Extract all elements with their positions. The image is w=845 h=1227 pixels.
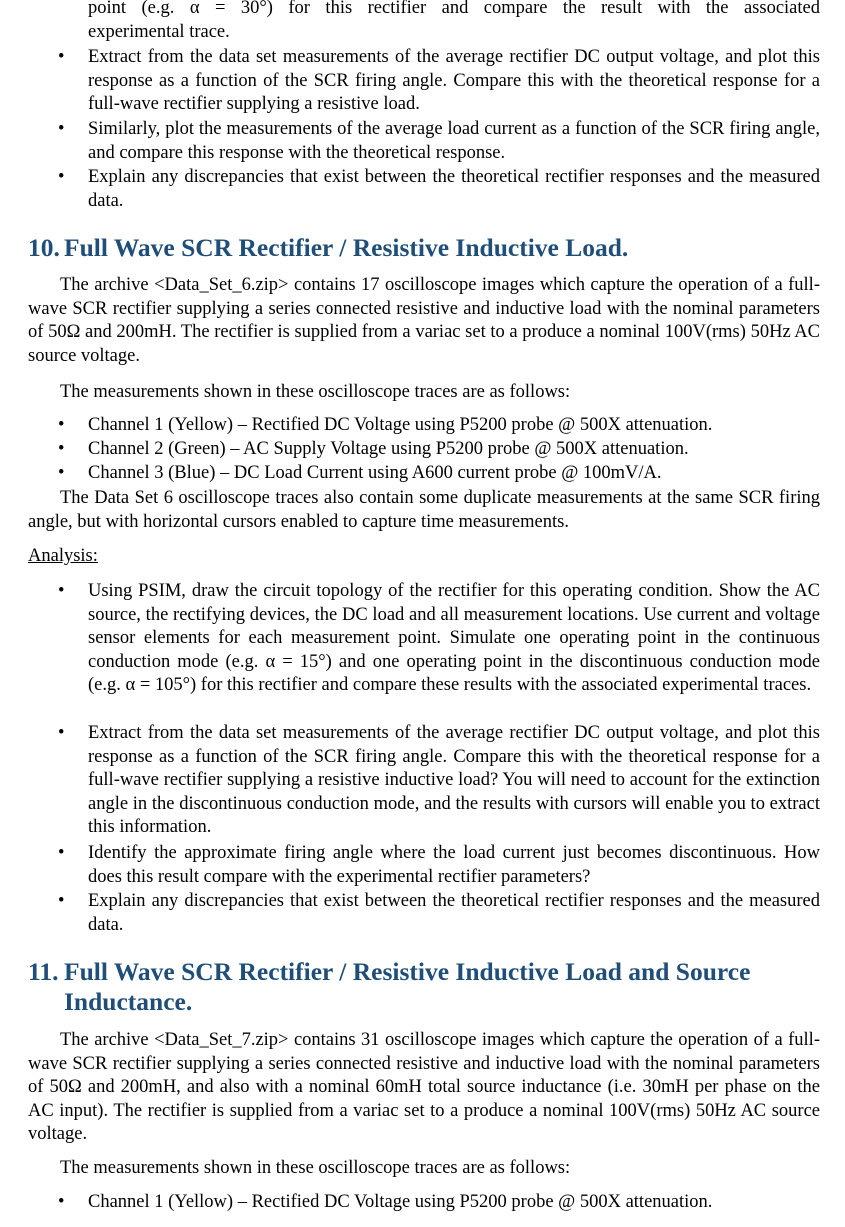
section-title: Full Wave SCR Rectifier / Resistive Inductive Load. bbox=[64, 233, 629, 262]
channel-text: Channel 2 (Green) – AC Supply Voltage using P5200 probe @ 500X attenuation. bbox=[88, 439, 689, 459]
bullet-marker: • bbox=[58, 581, 65, 601]
analysis-label: Analysis: bbox=[28, 546, 98, 566]
duplicate-note-text: The Data Set 6 oscilloscope traces also contain some duplicate measurements at the same SCR firing angle, but with horizontal cursors enabled to capture time measurements. bbox=[28, 488, 820, 532]
list-item-text: Explain any discrepancies that exist between the theoretical rectifier responses and the measured data. bbox=[88, 167, 820, 211]
section-title-line-1: Full Wave SCR Rectifier / Resistive Inductive Load and Source bbox=[64, 957, 751, 986]
list-item bbox=[58, 166, 820, 213]
analysis-item bbox=[58, 890, 820, 937]
analysis-text: Using PSIM, draw the circuit topology of the rectifier for this operating condition. Show the AC source, the rectifying devices, the DC load and all measurement locations. Use current and voltage sensor elements for each measurement point. Simulate one operating point in the continuous conduction mode (e.g. α = 15°) and one operating point in the discontinuous conduction mode (e.g. α = 105°) for this rectifier and compare these results with the associated experimental traces. bbox=[88, 581, 820, 696]
channel-text: Channel 1 (Yellow) – Rectified DC Voltage using P5200 probe @ 500X attenuation. bbox=[88, 415, 713, 435]
analysis-text: Identify the approximate firing angle where the load current just becomes discontinuous. How does this result compare with the experimental rectifier parameters? bbox=[88, 843, 820, 887]
channel-item bbox=[58, 438, 820, 462]
bullet-marker: • bbox=[58, 1192, 65, 1212]
bullet-marker: • bbox=[58, 439, 65, 459]
channel-item bbox=[58, 1191, 820, 1215]
duplicate-note bbox=[28, 487, 820, 534]
analysis-item bbox=[58, 580, 820, 698]
section-10-intro bbox=[28, 274, 820, 368]
measurements-lead: The measurements shown in these oscilloscope traces are as follows: bbox=[60, 382, 571, 402]
channel-item bbox=[58, 462, 820, 486]
intro-text: The archive <Data_Set_7.zip> contains 31 oscilloscope images which capture the operation of a full-wave SCR rectifier supplying a series connected resistive and inductive load with the nominal parameters of 50Ω and 200mH, and also with a nominal 60mH total source inductance (i.e. 30mH per phase on the AC input). The rectifier is supplied from a variac set to a produce a nominal 100V(rms) 50Hz AC source voltage. bbox=[28, 1030, 820, 1145]
analysis-item bbox=[58, 842, 820, 889]
continuation-line-2: experimental trace. bbox=[88, 21, 230, 42]
list-item-text: Similarly, plot the measurements of the average load current as a function of the SCR firing angle, and compare this response with the theoretical response. bbox=[88, 119, 820, 163]
channel-text: Channel 1 (Yellow) – Rectified DC Voltage using P5200 probe @ 500X attenuation. bbox=[88, 1192, 713, 1212]
analysis-item bbox=[58, 722, 820, 840]
analysis-text: Explain any discrepancies that exist between the theoretical rectifier responses and the measured data. bbox=[88, 891, 820, 935]
section-11-heading bbox=[28, 957, 820, 1017]
analysis-text: Extract from the data set measurements of the average rectifier DC output voltage, and plot this response as a function of the SCR firing angle. Compare this with the theoretical response for a full-wave rectifier supplying a resistive inductive load? You will need to account for the extinction angle in the discontinuous conduction mode, and the results with cursors will enable you to extract this information. bbox=[88, 723, 820, 838]
section-number: 10. bbox=[28, 233, 60, 262]
list-item bbox=[58, 118, 820, 165]
bullet-marker: • bbox=[58, 119, 65, 139]
bullet-marker: • bbox=[58, 891, 65, 911]
bullet-marker: • bbox=[58, 167, 65, 187]
section-title-line-2: Inductance. bbox=[64, 987, 193, 1016]
continuation-line-1: point (e.g. α = 30°) for this rectifier and compare the result with the associated bbox=[88, 0, 820, 18]
continuation-text bbox=[88, 0, 820, 44]
bullet-marker: • bbox=[58, 463, 65, 483]
bullet-marker: • bbox=[58, 843, 65, 863]
list-item bbox=[58, 46, 820, 117]
list-item-text: Extract from the data set measurements of the average rectifier DC output voltage, and plot this response as a function of the SCR firing angle. Compare this with the theoretical response for a full-wave rectifier supplying a resistive load. bbox=[88, 47, 820, 115]
channel-text: Channel 3 (Blue) – DC Load Current using A600 current probe @ 100mV/A. bbox=[88, 463, 662, 483]
measurements-lead: The measurements shown in these oscilloscope traces are as follows: bbox=[60, 1158, 571, 1178]
section-number: 11. bbox=[28, 957, 59, 986]
bullet-marker: • bbox=[58, 47, 65, 67]
bullet-marker: • bbox=[58, 415, 65, 435]
intro-text: The archive <Data_Set_6.zip> contains 17 oscilloscope images which capture the operation of a full-wave SCR rectifier supplying a series connected resistive and inductive load with the nominal parameters of 50Ω and 200mH. The rectifier is supplied from a variac set to a produce a nominal 100V(rms) 50Hz AC source voltage. bbox=[28, 275, 820, 366]
bullet-marker: • bbox=[58, 723, 65, 743]
section-11-intro bbox=[28, 1029, 820, 1147]
section-10-heading bbox=[28, 233, 820, 263]
channel-item bbox=[58, 414, 820, 438]
